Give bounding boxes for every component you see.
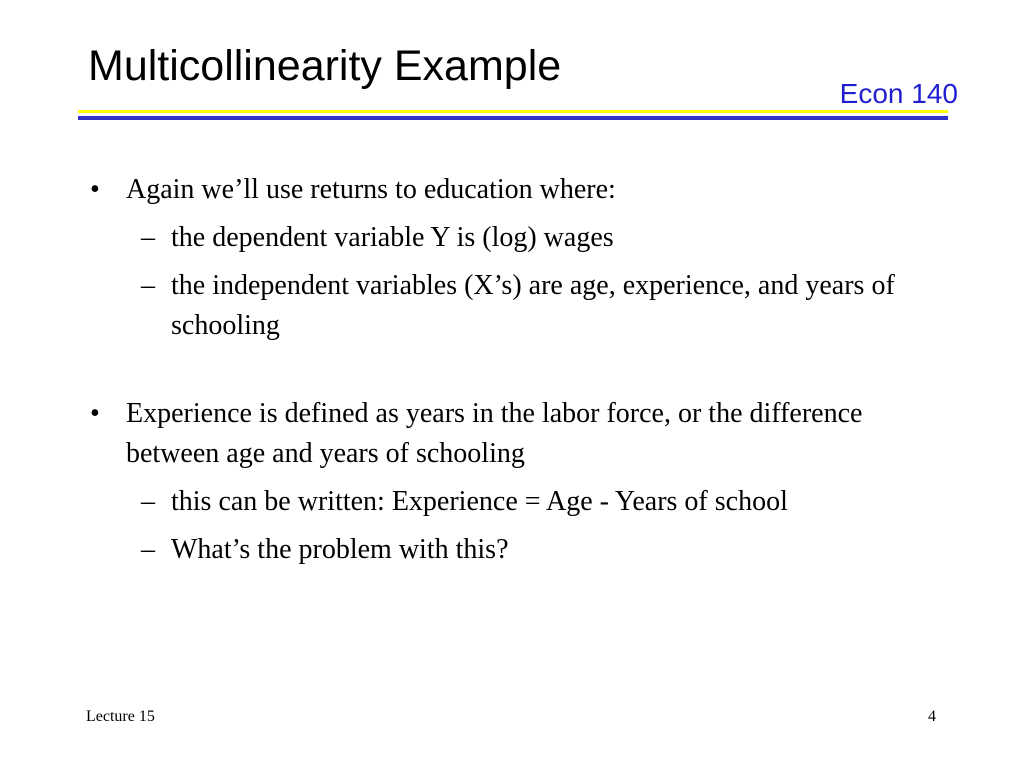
bullet-item (88, 394, 948, 474)
sub-bullet-item (88, 218, 948, 258)
bullet-item (88, 170, 948, 210)
title-divider-blue (78, 116, 948, 120)
slide-title: Multicollinearity Example (88, 42, 562, 90)
bullet-text: Again we’ll use returns to education where: (126, 174, 616, 205)
spacer (88, 346, 948, 394)
sub-bullet-mark: – (141, 270, 155, 301)
sub-bullet-mark: – (141, 222, 155, 253)
sub-bullet-text: this can be written: Experience = Age - Years of school (171, 486, 788, 517)
sub-bullet-text: the dependent variable Y is (log) wages (171, 222, 614, 253)
sub-bullet-text: What’s the problem with this? (171, 534, 509, 565)
footer-page-number: 4 (928, 708, 936, 725)
sub-bullet-text: the independent variables (X’s) are age, experience, and years of schooling (171, 270, 895, 341)
course-label: Econ 140 (839, 78, 958, 109)
sub-bullet-item (88, 482, 948, 522)
bullet-mark: • (90, 174, 100, 205)
sub-bullet-mark: – (141, 486, 155, 517)
title-divider-yellow (78, 110, 948, 113)
sub-bullet-item (88, 266, 948, 346)
bullet-mark: • (90, 398, 100, 429)
footer-lecture-label: Lecture 15 (86, 708, 155, 725)
slide-body (88, 170, 948, 570)
sub-bullet-item (88, 530, 948, 570)
sub-bullet-mark: – (141, 534, 155, 565)
bullet-text: Experience is defined as years in the labor force, or the difference between age and years of schooling (126, 398, 863, 469)
